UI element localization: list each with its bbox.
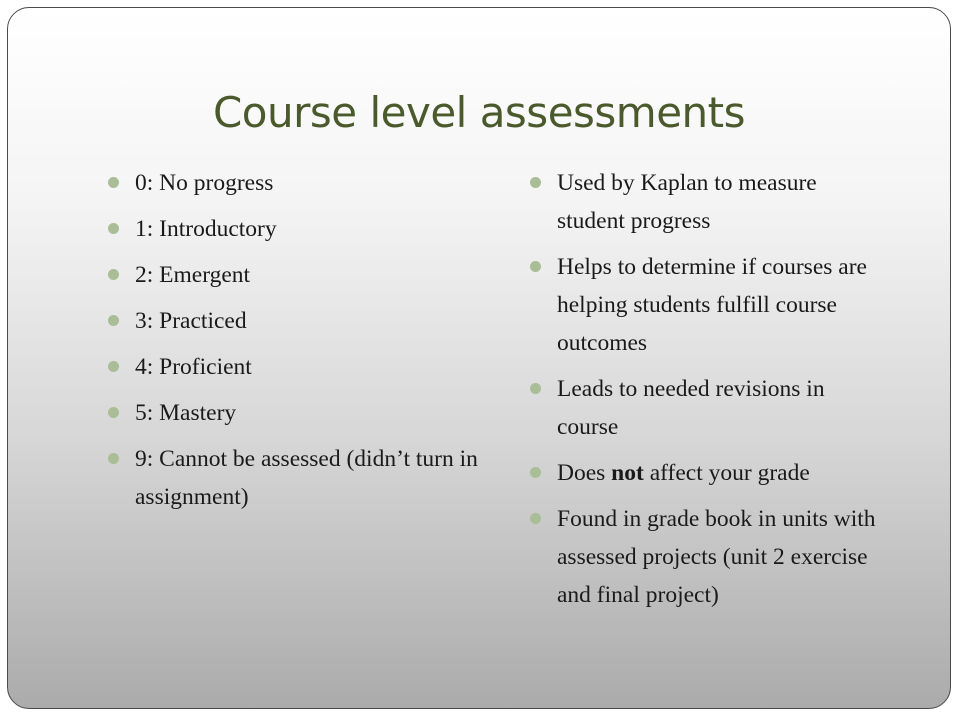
list-item [108, 210, 488, 248]
list-item-text: Leads to needed revisions in course [557, 376, 825, 440]
bullet-icon [108, 453, 119, 464]
list-item [108, 394, 488, 432]
list-item-text [557, 454, 890, 492]
slide [7, 7, 951, 709]
list-item-text: Helps to determine if courses are helping students fulfill course outcomes [557, 254, 867, 356]
list-item-text: 5: Mastery [135, 400, 237, 426]
list-item [108, 256, 488, 294]
emphasis-text: not [611, 460, 644, 486]
assessment-info-list [530, 164, 890, 622]
list-item-text: 9: Cannot be assessed (didn’t turn in assignment) [135, 446, 478, 510]
list-item [530, 500, 890, 614]
list-item [108, 440, 488, 516]
list-item-text: 2: Emergent [135, 262, 251, 288]
bullet-icon [530, 177, 541, 188]
list-item-text: 4: Proficient [135, 354, 252, 380]
bullet-icon [108, 407, 119, 418]
list-item [108, 302, 488, 340]
list-item-text: 3: Practiced [135, 308, 247, 334]
bullet-icon [530, 467, 541, 478]
bullet-icon [530, 513, 541, 524]
text-segment: Does [557, 460, 612, 486]
list-item-text: Used by Kaplan to measure student progress [557, 170, 817, 234]
list-item [530, 454, 890, 492]
list-item-text: 1: Introductory [135, 216, 277, 242]
bullet-icon [108, 223, 119, 234]
slide-title: Course level assessments [212, 88, 746, 137]
bullet-icon [530, 261, 541, 272]
bullet-icon [108, 177, 119, 188]
list-item-text: Found in grade book in units with assessed projects (unit 2 exercise and final project) [557, 506, 876, 608]
score-levels-list [108, 164, 488, 524]
list-item [530, 248, 890, 362]
list-item [108, 348, 488, 386]
text-segment: affect your grade [643, 460, 810, 486]
list-item [530, 164, 890, 240]
list-item [530, 370, 890, 446]
bullet-icon [108, 269, 119, 280]
bullet-icon [530, 383, 541, 394]
bullet-icon [108, 361, 119, 372]
list-item [108, 164, 488, 202]
bullet-icon [108, 315, 119, 326]
list-item-text: 0: No progress [135, 170, 274, 196]
